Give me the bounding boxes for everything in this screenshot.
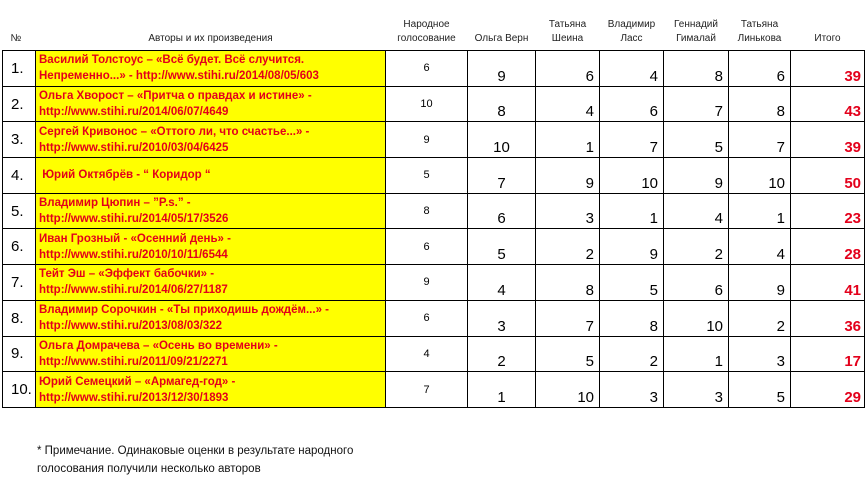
results-body xyxy=(3,51,865,408)
row-number: 5. xyxy=(3,193,36,229)
judge-score-3: 5 xyxy=(600,265,664,301)
judge-score-3: 10 xyxy=(600,158,664,194)
author-work-cell xyxy=(36,229,386,265)
table-row xyxy=(3,229,865,265)
judge-score-5: 10 xyxy=(729,158,791,194)
table-row xyxy=(3,372,865,408)
popular-vote-cell: 4 xyxy=(386,336,468,372)
judge-score-4: 10 xyxy=(664,300,729,336)
judge-score-2: 8 xyxy=(536,265,600,301)
judge-score-3: 9 xyxy=(600,229,664,265)
table-row xyxy=(3,86,865,122)
total-cell: 36 xyxy=(791,300,865,336)
total-cell: 17 xyxy=(791,336,865,372)
author-work-cell xyxy=(36,193,386,229)
table-row xyxy=(3,300,865,336)
author-line-2: Непременно...» - http://www.stihi.ru/2014/08/05/603 xyxy=(39,70,319,83)
total-cell: 39 xyxy=(791,122,865,158)
author-work-cell xyxy=(36,372,386,408)
header-judge-4: Геннадий Гималай xyxy=(674,19,718,44)
judge-score-5: 8 xyxy=(729,86,791,122)
row-number: 6. xyxy=(3,229,36,265)
header-authors: Авторы и их произведения xyxy=(148,33,273,44)
header-judge-3: Владимир Ласс xyxy=(607,19,656,44)
judge-score-5: 1 xyxy=(729,193,791,229)
author-work-cell xyxy=(36,86,386,122)
author-line-1: Тейт Эш – «Эффект бабочки» - xyxy=(39,268,215,281)
judge-score-4: 7 xyxy=(664,86,729,122)
author-work-cell xyxy=(36,336,386,372)
judge-score-1: 5 xyxy=(468,229,536,265)
author-line-2: http://www.stihi.ru/2014/06/07/4649 xyxy=(39,106,229,119)
author-work-cell xyxy=(36,265,386,301)
row-number: 9. xyxy=(3,336,36,372)
judge-score-2: 3 xyxy=(536,193,600,229)
judge-score-2: 1 xyxy=(536,122,600,158)
author-work-cell xyxy=(36,122,386,158)
judge-score-3: 6 xyxy=(600,86,664,122)
judge-score-5: 9 xyxy=(729,265,791,301)
author-line-1: Василий Толстоус – «Всё будет. Всё случится. xyxy=(39,54,305,67)
judge-score-1: 1 xyxy=(468,372,536,408)
judge-score-1: 9 xyxy=(468,51,536,87)
judge-score-3: 4 xyxy=(600,51,664,87)
table-row xyxy=(3,193,865,229)
table-row xyxy=(3,51,865,87)
judge-score-5: 2 xyxy=(729,300,791,336)
table-row xyxy=(3,122,865,158)
row-number: 4. xyxy=(3,158,36,194)
row-number: 2. xyxy=(3,86,36,122)
header-num: № xyxy=(10,33,22,44)
judge-score-2: 9 xyxy=(536,158,600,194)
popular-vote-cell: 5 xyxy=(386,158,468,194)
judge-score-1: 2 xyxy=(468,336,536,372)
judge-score-4: 6 xyxy=(664,265,729,301)
header-judge-1: Ольга Верн xyxy=(474,33,529,44)
judge-score-4: 8 xyxy=(664,51,729,87)
judge-score-5: 5 xyxy=(729,372,791,408)
judge-score-4: 3 xyxy=(664,372,729,408)
judge-score-1: 6 xyxy=(468,193,536,229)
author-line-1: Владимир Цюпин – ”P.s.” - xyxy=(39,197,191,210)
judge-score-5: 6 xyxy=(729,51,791,87)
header-judge-5: Татьяна Линькова xyxy=(737,19,782,44)
header-total: Итого xyxy=(814,33,841,44)
row-number: 7. xyxy=(3,265,36,301)
judge-score-1: 3 xyxy=(468,300,536,336)
judge-score-2: 5 xyxy=(536,336,600,372)
total-cell: 29 xyxy=(791,372,865,408)
author-work-cell xyxy=(36,300,386,336)
judge-score-4: 4 xyxy=(664,193,729,229)
total-cell: 50 xyxy=(791,158,865,194)
total-cell: 43 xyxy=(791,86,865,122)
footnote-line-1: * Примечание. Одинаковые оценки в результате народного xyxy=(37,445,354,457)
author-line-1: Ольга Домрачева – «Осень во времени» - xyxy=(39,339,278,352)
judge-score-1: 4 xyxy=(468,265,536,301)
row-number: 3. xyxy=(3,122,36,158)
judge-score-5: 7 xyxy=(729,122,791,158)
popular-vote-cell: 10 xyxy=(386,86,468,122)
judge-score-4: 1 xyxy=(664,336,729,372)
author-work-cell xyxy=(36,158,386,194)
author-line-2: http://www.stihi.ru/2010/03/04/6425 xyxy=(39,141,229,154)
judge-score-2: 6 xyxy=(536,51,600,87)
table-row xyxy=(3,158,865,194)
author-line-1: Юрий Семецкий – «Армагед-год» - xyxy=(39,375,236,388)
header-judge-2: Татьяна Шеина xyxy=(548,19,587,44)
popular-vote-cell: 9 xyxy=(386,122,468,158)
footnote xyxy=(37,442,417,478)
judge-score-1: 8 xyxy=(468,86,536,122)
judge-score-5: 3 xyxy=(729,336,791,372)
author-line-1: Иван Грозный - «Осенний день» - xyxy=(39,232,231,245)
author-line-2: http://www.stihi.ru/2011/09/21/2271 xyxy=(39,355,228,368)
judge-score-4: 5 xyxy=(664,122,729,158)
popular-vote-cell: 6 xyxy=(386,300,468,336)
author-line-2: http://www.stihi.ru/2013/08/03/322 xyxy=(39,320,223,333)
judge-score-1: 7 xyxy=(468,158,536,194)
author-line-1: Владимир Сорочкин - «Ты приходишь дождём...» - xyxy=(39,304,329,317)
judge-score-2: 7 xyxy=(536,300,600,336)
author-line-1: Юрий Октябрёв - “ Коридор “ xyxy=(39,169,211,182)
total-cell: 23 xyxy=(791,193,865,229)
popular-vote-cell: 6 xyxy=(386,229,468,265)
popular-vote-cell: 9 xyxy=(386,265,468,301)
judge-score-2: 10 xyxy=(536,372,600,408)
total-cell: 41 xyxy=(791,265,865,301)
judge-score-3: 3 xyxy=(600,372,664,408)
popular-vote-cell: 6 xyxy=(386,51,468,87)
results-table xyxy=(2,6,865,408)
popular-vote-cell: 7 xyxy=(386,372,468,408)
judge-score-3: 1 xyxy=(600,193,664,229)
judge-score-3: 8 xyxy=(600,300,664,336)
row-number: 10. xyxy=(3,372,36,408)
author-line-2: http://www.stihi.ru/2014/06/27/1187 xyxy=(39,284,228,297)
judge-score-4: 2 xyxy=(664,229,729,265)
author-line-1: Ольга Хворост – «Притча о правдах и истине» - xyxy=(39,90,312,103)
judge-score-1: 10 xyxy=(468,122,536,158)
table-row xyxy=(3,336,865,372)
author-work-cell xyxy=(36,51,386,87)
header-vote: Народное голосование xyxy=(397,19,456,44)
judge-score-2: 4 xyxy=(536,86,600,122)
table-row xyxy=(3,265,865,301)
author-line-2: http://www.stihi.ru/2010/10/11/6544 xyxy=(39,248,228,261)
judge-score-4: 9 xyxy=(664,158,729,194)
header-row xyxy=(3,6,865,51)
row-number: 8. xyxy=(3,300,36,336)
author-line-2: http://www.stihi.ru/2013/12/30/1893 xyxy=(39,391,229,404)
total-cell: 28 xyxy=(791,229,865,265)
judge-score-5: 4 xyxy=(729,229,791,265)
author-line-2: http://www.stihi.ru/2014/05/17/3526 xyxy=(39,213,229,226)
judge-score-3: 2 xyxy=(600,336,664,372)
total-cell: 39 xyxy=(791,51,865,87)
footnote-line-2: голосования получили несколько авторов xyxy=(37,463,261,475)
author-line-1: Сергей Кривонос – «Оттого ли, что счастье...» - xyxy=(39,125,310,138)
judge-score-3: 7 xyxy=(600,122,664,158)
popular-vote-cell: 8 xyxy=(386,193,468,229)
judge-score-2: 2 xyxy=(536,229,600,265)
row-number: 1. xyxy=(3,51,36,87)
